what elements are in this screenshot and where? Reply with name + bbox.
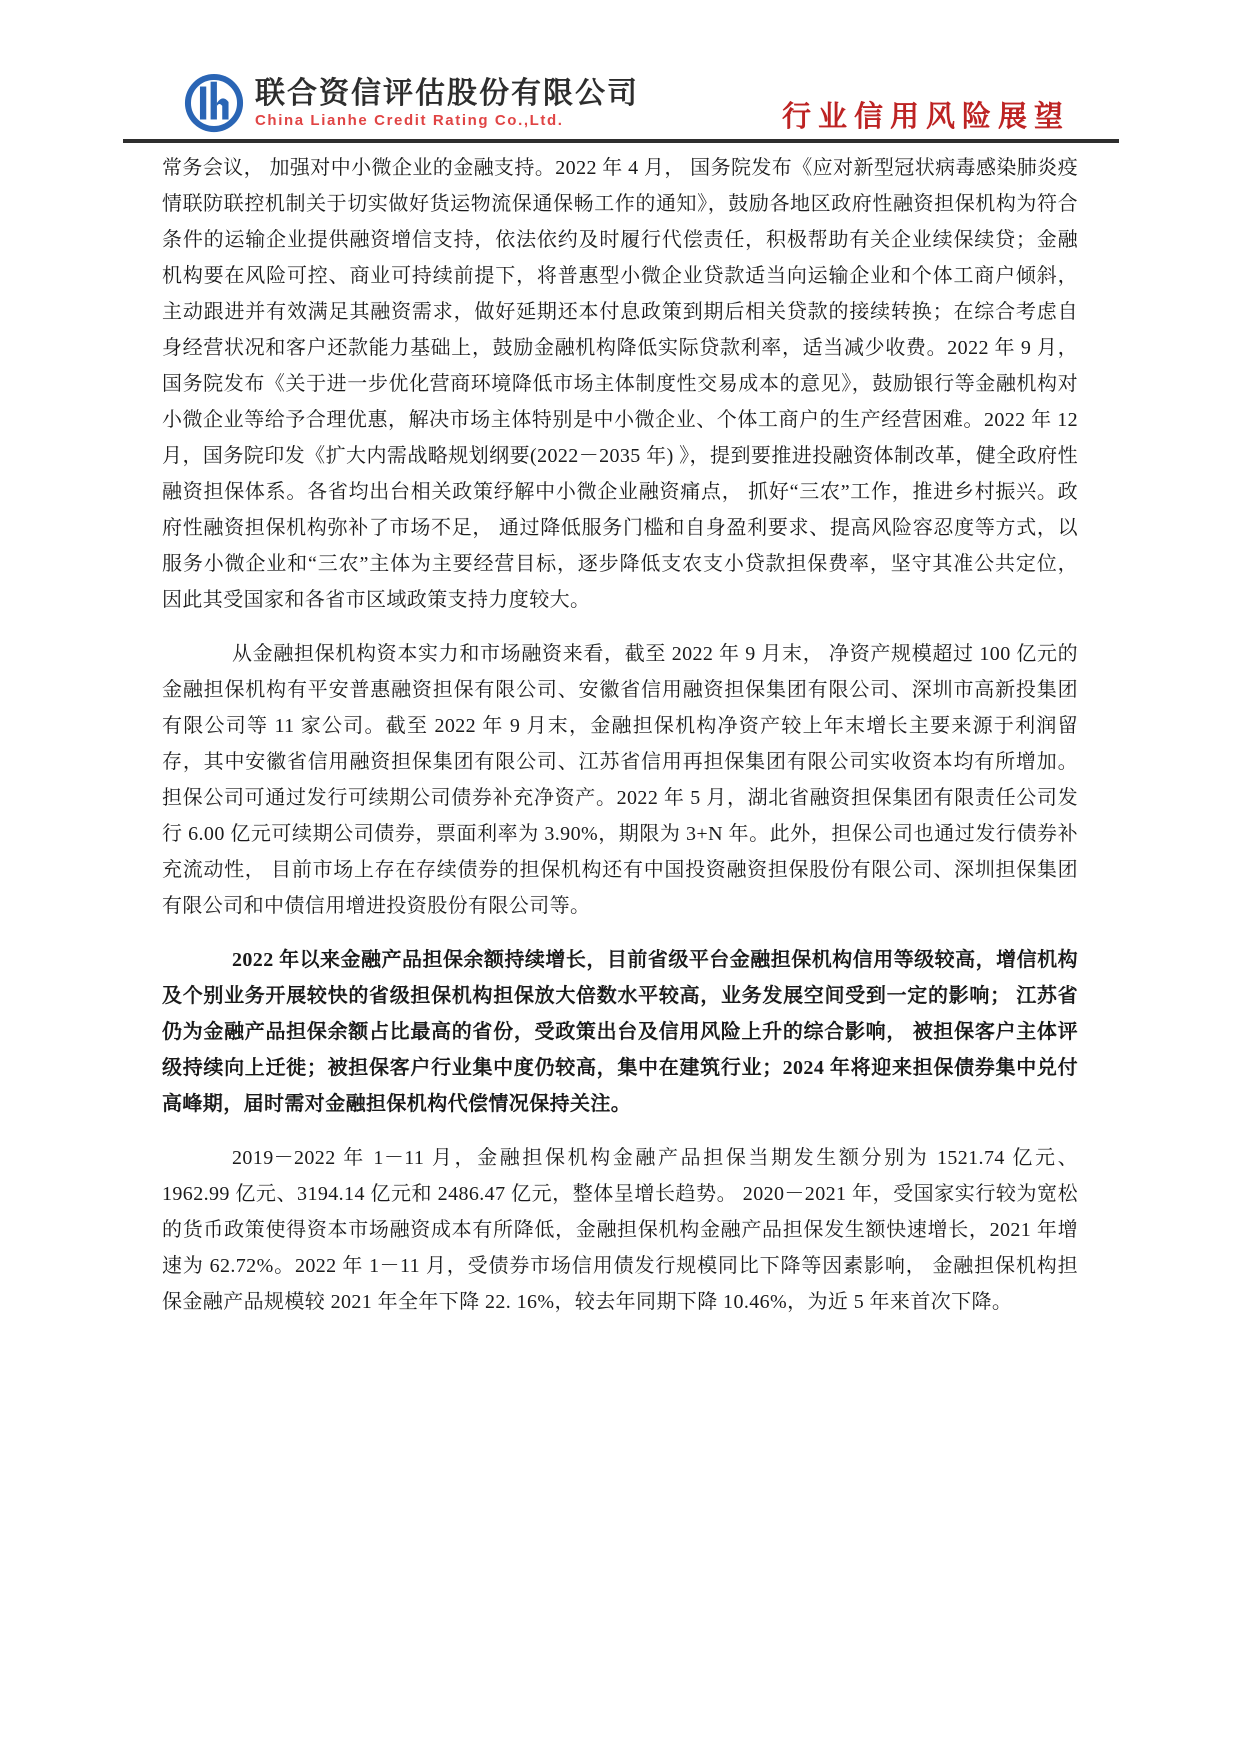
company-logo-block [183,72,639,134]
paragraph-capital-strength: 从金融担保机构资本实力和市场融资来看，截至 2022 年 9 月末， 净资产规模超过 100 亿元的金融担保机构有平安普惠融资担保有限公司、安徽省信用融资担保集团有限公司、深圳市高新投集团有限公司等 11 家公司。截至 2022 年 9 月末，金融担保机构净资产较上年末增长主要来源于利润留存，其中安徽省信用融资担保集团有限公司、江苏省信用再担保集团有限公司实收资本均有所增加。 担保公司可通过发行可续期公司债券补充净资产。2022 年 5 月，湖北省融资担保集团有限责任公司发行 6.00 亿元可续期公司债券，票面利率为 3.90%，期限为 3+N 年。此外，担保公司也通过发行债券补充流动性， 目前市场上存在存续债券的担保机构还有中国投资融资担保股份有限公司、深圳担保集团有限公司和中债信用增进投资股份有限公司等。 [162,643,1078,917]
company-name-block [255,72,639,130]
paragraph-guarantee-volume: 2019－2022 年 1－11 月，金融担保机构金融产品担保当期发生额分别为 1521.74 亿元、1962.99 亿元、3194.14 亿元和 2486.47 亿元，整体呈增长趋势。 2020－2021 年，受国家实行较为宽松的货币政策使得资本市场融资成本有所降低，金融担保机构金融产品担保发生额快速增长，2021 年增速为 62.72%。2022 年 1－11 月，受债券市场信用债发行规模同比下降等因素影响， 金融担保机构担保金融产品规模较 2021 年全年下降 22. 16%，较去年同期下降 10.46%，为近 5 年来首次下降。 [162,1147,1078,1313]
lianhe-logo-icon [183,72,245,134]
document-body [162,150,1078,1338]
company-name-zh: 联合资信评估股份有限公司 [255,77,639,110]
paragraph-summary-bold: 2022 年以来金融产品担保余额持续增长，目前省级平台金融担保机构信用等级较高，增信机构及个别业务开展较快的省级担保机构担保放大倍数水平较高，业务发展空间受到一定的影响； 江苏省仍为金融产品担保余额占比最高的省份，受政策出台及信用风险上升的综合影响， 被担保客户主体评级持续向上迁徙；被担保客户行业集中度仍较高，集中在建筑行业；2024 年将迎来担保债券集中兑付高峰期，届时需对金融担保机构代偿情况保持关注。 [162,949,1078,1115]
header-divider-rule [123,139,1119,143]
page-header [0,0,1240,146]
report-series-title: 行业信用风险展望 [781,101,1070,133]
paragraph-policy-support: 常务会议， 加强对中小微企业的金融支持。2022 年 4 月， 国务院发布《应对新型冠状病毒感染肺炎疫情联防联控机制关于切实做好货运物流保通保畅工作的通知》，鼓励各地区政府性融资担保机构为符合条件的运输企业提供融资增信支持，依法依约及时履行代偿责任，积极帮助有关企业续保续贷；金融机构要在风险可控、商业可持续前提下，将普惠型小微企业贷款适当向运输企业和个体工商户倾斜，主动跟进并有效满足其融资需求，做好延期还本付息政策到期后相关贷款的接续转换；在综合考虑自身经营状况和客户还款能力基础上，鼓励金融机构降低实际贷款利率，适当减少收费。2022 年 9 月， 国务院发布《关于进一步优化营商环境降低市场主体制度性交易成本的意见》，鼓励银行等金融机构对小微企业等给予合理优惠，解决市场主体特别是中小微企业、个体工商户的生产经营困难。2022 年 12 月，国务院印发《扩大内需战略规划纲要(2022－2035 年) 》，提到要推进投融资体制改革，健全政府性融资担保体系。各省均出台相关政策纾解中小微企业融资痛点， 抓好“三农”工作，推进乡村振兴。政府性融资担保机构弥补了市场不足， 通过降低服务门槛和自身盈利要求、提高风险容忍度等方式，以服务小微企业和“三农”主体为主要经营目标，逐步降低支农支小贷款担保费率，坚守其准公共定位，因此其受国家和各省市区域政策支持力度较大。 [162,157,1078,611]
company-name-en: China Lianhe Credit Rating Co.,Ltd. [255,112,564,129]
